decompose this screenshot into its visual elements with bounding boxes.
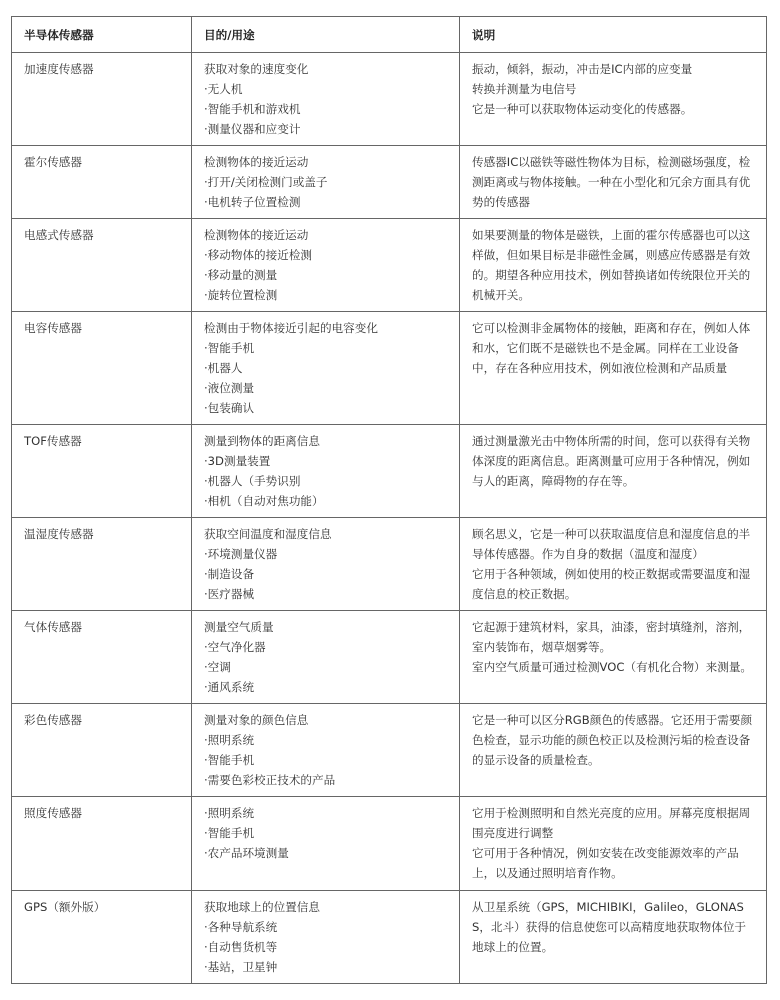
sensor-name-cell — [12, 797, 192, 891]
purpose-item: ·智能手机 — [204, 826, 255, 840]
purpose-cell — [192, 704, 460, 797]
purpose-summary: 检测由于物体接近引起的电容变化 — [204, 321, 378, 335]
table-row — [12, 518, 767, 611]
description-cell — [460, 53, 767, 146]
purpose-cell — [192, 146, 460, 219]
purpose-summary: 测量对象的颜色信息 — [204, 713, 309, 727]
purpose-item: ·智能手机 — [204, 753, 255, 767]
description-cell — [460, 312, 767, 425]
purpose-item: ·农产品环境测量 — [204, 846, 289, 860]
sensor-name: GPS（额外版） — [24, 900, 106, 914]
purpose-item: ·移动物体的接近检测 — [204, 248, 313, 262]
sensor-name: TOF传感器 — [24, 434, 82, 448]
table-row — [12, 611, 767, 704]
purpose-cell — [192, 219, 460, 312]
purpose-cell — [192, 312, 460, 425]
purpose-cell — [192, 53, 460, 146]
description-text: 振动，倾斜，振动，冲击是IC内部的应变量 — [472, 62, 693, 76]
purpose-cell — [192, 425, 460, 518]
header-row — [12, 17, 767, 53]
description-text: 它用于各种领域，例如使用的校正数据或需要温度和湿度信息的校正数据。 — [472, 567, 751, 601]
header-sensor: 半导体传感器 — [12, 17, 192, 53]
purpose-item: ·无人机 — [204, 82, 243, 96]
sensor-name-cell — [12, 891, 192, 984]
description-cell — [460, 146, 767, 219]
sensor-name-cell — [12, 146, 192, 219]
purpose-item: ·制造设备 — [204, 567, 255, 581]
table-row — [12, 146, 767, 219]
sensor-name: 彩色传感器 — [24, 713, 82, 727]
description-text: 通过测量激光击中物体所需的时间，您可以获得有关物体深度的距离信息。距离测量可应用于各种情况，例如与人的距离，障碍物的存在等。 — [472, 434, 751, 488]
purpose-summary: 获取空间温度和湿度信息 — [204, 527, 332, 541]
purpose-item: ·通风系统 — [204, 680, 255, 694]
description-text: 顾名思义，它是一种可以获取温度信息和湿度信息的半导体传感器。作为自身的数据（温度和湿度） — [472, 527, 751, 561]
description-cell — [460, 518, 767, 611]
description-text: 它用于检测照明和自然光亮度的应用。屏幕亮度根据周围亮度进行调整 — [472, 806, 751, 840]
sensor-name: 霍尔传感器 — [24, 155, 82, 169]
sensor-name-cell — [12, 53, 192, 146]
sensor-name: 加速度传感器 — [24, 62, 94, 76]
description-text: 它是一种可以获取物体运动变化的传感器。 — [472, 102, 693, 116]
purpose-cell — [192, 797, 460, 891]
description-text: 室内空气质量可通过检测VOC（有机化合物）来测量。 — [472, 660, 753, 674]
sensor-name-cell — [12, 704, 192, 797]
sensor-name: 温湿度传感器 — [24, 527, 94, 541]
description-cell — [460, 704, 767, 797]
description-cell — [460, 611, 767, 704]
sensor-name: 电感式传感器 — [24, 228, 94, 242]
purpose-item: ·移动量的测量 — [204, 268, 278, 282]
purpose-item: ·打开/关闭检测门或盖子 — [204, 175, 328, 189]
sensor-name-cell — [12, 518, 192, 611]
purpose-item: ·医疗器械 — [204, 587, 255, 601]
purpose-summary: 检测物体的接近运动 — [204, 155, 309, 169]
sensor-table — [11, 16, 767, 984]
purpose-item: ·空气净化器 — [204, 640, 266, 654]
purpose-item: ·各种导航系统 — [204, 920, 278, 934]
table-row — [12, 219, 767, 312]
sensor-name-cell — [12, 219, 192, 312]
purpose-item: ·环境测量仪器 — [204, 547, 278, 561]
table-row — [12, 891, 767, 984]
table-row — [12, 797, 767, 891]
purpose-item: ·自动售货机等 — [204, 940, 278, 954]
sensor-name-cell — [12, 425, 192, 518]
description-text: 它可用于各种情况，例如安装在改变能源效率的产品上，以及通过照明培育作物。 — [472, 846, 739, 880]
purpose-item: ·电机转子位置检测 — [204, 195, 301, 209]
description-text: 传感器IC以磁铁等磁性物体为目标，检测磁场强度，检测距离或与物体接触。一种在小型化和冗余方面具有优势的传感器 — [472, 155, 751, 209]
purpose-item: ·包装确认 — [204, 401, 255, 415]
sensor-name: 气体传感器 — [24, 620, 82, 634]
description-text: 如果要测量的物体是磁铁，上面的霍尔传感器也可以这样做，但如果目标是非磁性金属，则感应传感器是有效的。期望各种应用技术，例如替换诸如传统限位开关的机械开关。 — [472, 228, 751, 302]
purpose-summary: ·照明系统 — [204, 806, 255, 820]
table-row — [12, 53, 767, 146]
description-cell — [460, 219, 767, 312]
purpose-cell — [192, 518, 460, 611]
purpose-item: ·空调 — [204, 660, 231, 674]
purpose-summary: 测量空气质量 — [204, 620, 274, 634]
purpose-item: ·基站，卫星钟 — [204, 960, 278, 974]
purpose-item: ·机器人 — [204, 361, 243, 375]
purpose-cell — [192, 891, 460, 984]
header-purpose: 目的/用途 — [192, 17, 460, 53]
table-row — [12, 312, 767, 425]
description-text: 从卫星系统（GPS，MICHIBIKI，Galileo，GLONASS，北斗）获得的信息使您可以高精度地获取物体位于地球上的位置。 — [472, 900, 747, 954]
description-text: 它起源于建筑材料，家具，油漆，密封填缝剂，溶剂，室内装饰布，烟草烟雾等。 — [472, 620, 751, 654]
description-cell — [460, 891, 767, 984]
purpose-item: ·液位测量 — [204, 381, 255, 395]
description-text: 它可以检测非金属物体的接触，距离和存在，例如人体和水，它们既不是磁铁也不是金属。同样在工业设备中，存在各种应用技术，例如液位检测和产品质量 — [472, 321, 751, 375]
purpose-summary: 检测物体的接近运动 — [204, 228, 309, 242]
purpose-item: ·智能手机和游戏机 — [204, 102, 301, 116]
sensor-name: 电容传感器 — [24, 321, 82, 335]
description-text: 它是一种可以区分RGB颜色的传感器。它还用于需要颜色检查，显示功能的颜色校正以及检测污垢的检查设备的显示设备的质量检查。 — [472, 713, 753, 767]
purpose-summary: 获取地球上的位置信息 — [204, 900, 320, 914]
header-description: 说明 — [460, 17, 767, 53]
purpose-item: ·旋转位置检测 — [204, 288, 278, 302]
description-cell — [460, 797, 767, 891]
description-text: 转换并测量为电信号 — [472, 82, 577, 96]
purpose-cell — [192, 611, 460, 704]
description-cell — [460, 425, 767, 518]
purpose-item: ·照明系统 — [204, 733, 255, 747]
sensor-name: 照度传感器 — [24, 806, 82, 820]
sensor-name-cell — [12, 611, 192, 704]
purpose-item: ·相机（自动对焦功能） — [204, 494, 324, 508]
table-header — [12, 17, 767, 53]
table-body — [12, 53, 767, 984]
table-row — [12, 704, 767, 797]
sensor-name-cell — [12, 312, 192, 425]
purpose-item: ·机器人（手势识别 — [204, 474, 301, 488]
purpose-item: ·测量仪器和应变计 — [204, 122, 301, 136]
purpose-item: ·智能手机 — [204, 341, 255, 355]
purpose-item: ·3D测量装置 — [204, 454, 271, 468]
table-row — [12, 425, 767, 518]
purpose-summary: 测量到物体的距离信息 — [204, 434, 320, 448]
purpose-summary: 获取对象的速度变化 — [204, 62, 309, 76]
purpose-item: ·需要色彩校正技术的产品 — [204, 773, 336, 787]
